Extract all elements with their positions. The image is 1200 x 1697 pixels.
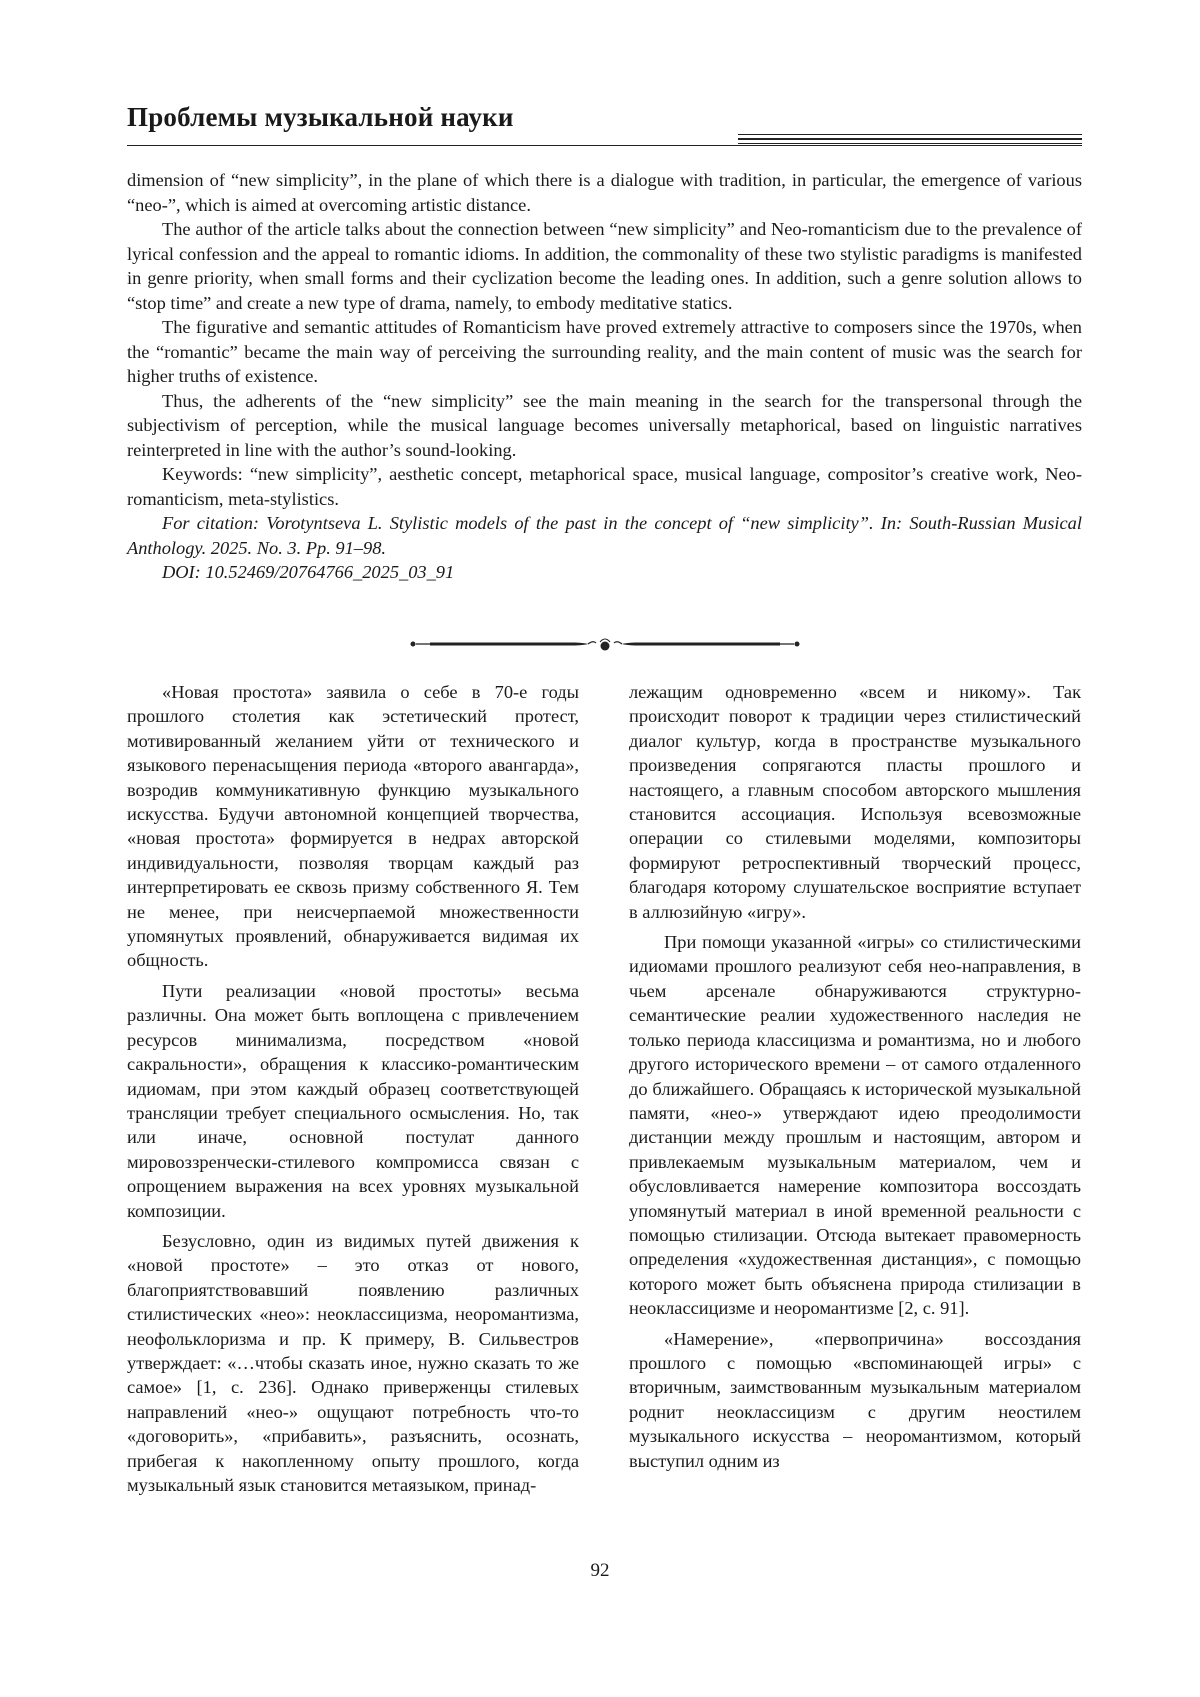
body-paragraph: «Намерение», «первопричина» воссоздания прошлого с помощью «вспоминающей игры» с вторичным, заимствованным музыкальным материалом роднит неоклассицизм с другим неостилем музыкального искусства – неоромантизмом, который выступил одним из <box>629 1328 1081 1471</box>
running-header-title: Проблемы музыкальной науки <box>127 102 514 132</box>
body-paragraph: При помощи указанной «игры» со стилистическими идиомами прошлого реализуют себя нео-направления, в чьем арсенале обнаруживаются структурно-семантические реалии художественного наследия не только периода классицизма и романтизма, но и любого другого исторического времени – от самого отдаленного до ближайшего. Обращаясь к исторической музыкальной памяти, «нео-» утверждают идею преодолимости дистанции между прошлым и настоящим, автором и привлекаемым музыкальным материалом, чем и обусловливается намерение композитора воссоздать упомянутый материал в иной временной реальности с помощью стилизации. Отсюда вытекает правомерность определения «художественная дистанция», с помощью которого может быть объяснена природа стилизации в неоклассицизме и неоромантизме [2, с. 91]. <box>629 932 1081 1319</box>
abstract-paragraph: dimension of “new simplicity”, in the plane of which there is a dialogue with tradition, in particular, the emergence of various “neo-”, which is aimed at overcoming artistic distance. <box>127 170 1082 215</box>
body-paragraph: Безусловно, один из видимых путей движения к «новой простоте» – это отказ от нового, благоприятствовавший появлению различных стилистических «нео»: неоклассицизма, неоромантизма, неофольклоризма и пр. К примеру, В. Сильвестров утверждает: «…чтобы сказать иное, нужно сказать то же самое» [1, с. 236]. Однако приверженцы стилевых направлений «нео-» ощущают потребность что-то «договорить», «прибавить», разъяснить, осознать, прибегая к накопленному опыту прошлого, когда музыкальный язык становится метаязыком, принад- <box>127 1230 579 1495</box>
abstract-paragraph: Thus, the adherents of the “new simplicity” see the main meaning in the search for the transpersonal through the subjectivism of perception, while the musical language becomes universally metaphorical, based on linguistic narratives reinterpreted in line with the author’s sound-looking. <box>127 390 1082 460</box>
page-number: 92 <box>590 1560 610 1581</box>
english-abstract <box>127 168 1082 585</box>
abstract-paragraph: The figurative and semantic attitudes of Romanticism have proved extremely attractive to composers since the 1970s, when the “romantic” became the main way of perceiving the surrounding reality, and the main content of music was the search for higher truths of existence. <box>127 317 1082 386</box>
body-column-left <box>127 680 579 1503</box>
body-paragraph: Пути реализации «новой простоты» весьма различны. Она может быть воплощена с привлечением ресурсов минимализма, посредством «новой сакральности», обращения к классико-романтическим идиомам, при этом каждый образец соответствующей трансляции требует специального осмысления. Но, так или иначе, основной постулат данного мировоззренчески-стилевого компромисса связан с опрощением выражения на всех уровнях музыкальной композиции. <box>127 980 579 1221</box>
body-column-right <box>629 680 1081 1479</box>
citation: For citation: Vorotyntseva L. Stylistic models of the past in the concept of “new simplicity”. In: South-Russian Musical Anthology. 2025. No. 3. Pp. 91–98. <box>127 513 1082 558</box>
body-paragraph: «Новая простота» заявила о себе в 70-е годы прошлого столетия как эстетический протест, мотивированный желанием уйти от технического и языкового перенасыщения периода «второго авангарда», возродив коммуникативную функцию музыкального искусства. Будучи автономной концепцией творчества, «новая простота» формируется в недрах авторской индивидуальности, позволяя творцам каждый раз интерпретировать ее сквозь призму собственного Я. Тем не менее, при неисчерпаемой множественности упомянутых проявлений, обнаруживается видимая их общность. <box>127 682 579 971</box>
ornamental-divider-icon <box>410 634 800 654</box>
keywords: Keywords: “new simplicity”, aesthetic concept, metaphorical space, musical language, compositor’s creative work, Neo-romanticism, meta-stylistics. <box>127 464 1082 509</box>
abstract-paragraph: The author of the article talks about the connection between “new simplicity” and Neo-romanticism due to the prevalence of lyrical confession and the appeal to romantic idioms. In addition, the commonality of these two stylistic paradigms is manifested in genre priority, when small forms and their cyclization become the leading ones. In addition, such a genre solution allows to “stop time” and create a new type of drama, namely, to embody meditative statics. <box>127 219 1082 313</box>
header-decorative-lines <box>738 134 1082 147</box>
body-paragraph: лежащим одновременно «всем и никому». Так происходит поворот к традиции через стилистический диалог культур, когда в пространстве музыкального произведения сопрягаются пласты прошлого и настоящего, а главным способом авторского мышления становится ассоциация. Используя всевозможные операции со стилевыми моделями, композиторы формируют ретроспективный творческий процесс, благодаря которому слушательское восприятие вступает в аллюзийную «игру». <box>629 682 1081 922</box>
doi: DOI: 10.52469/20764766_2025_03_91 <box>162 562 455 582</box>
